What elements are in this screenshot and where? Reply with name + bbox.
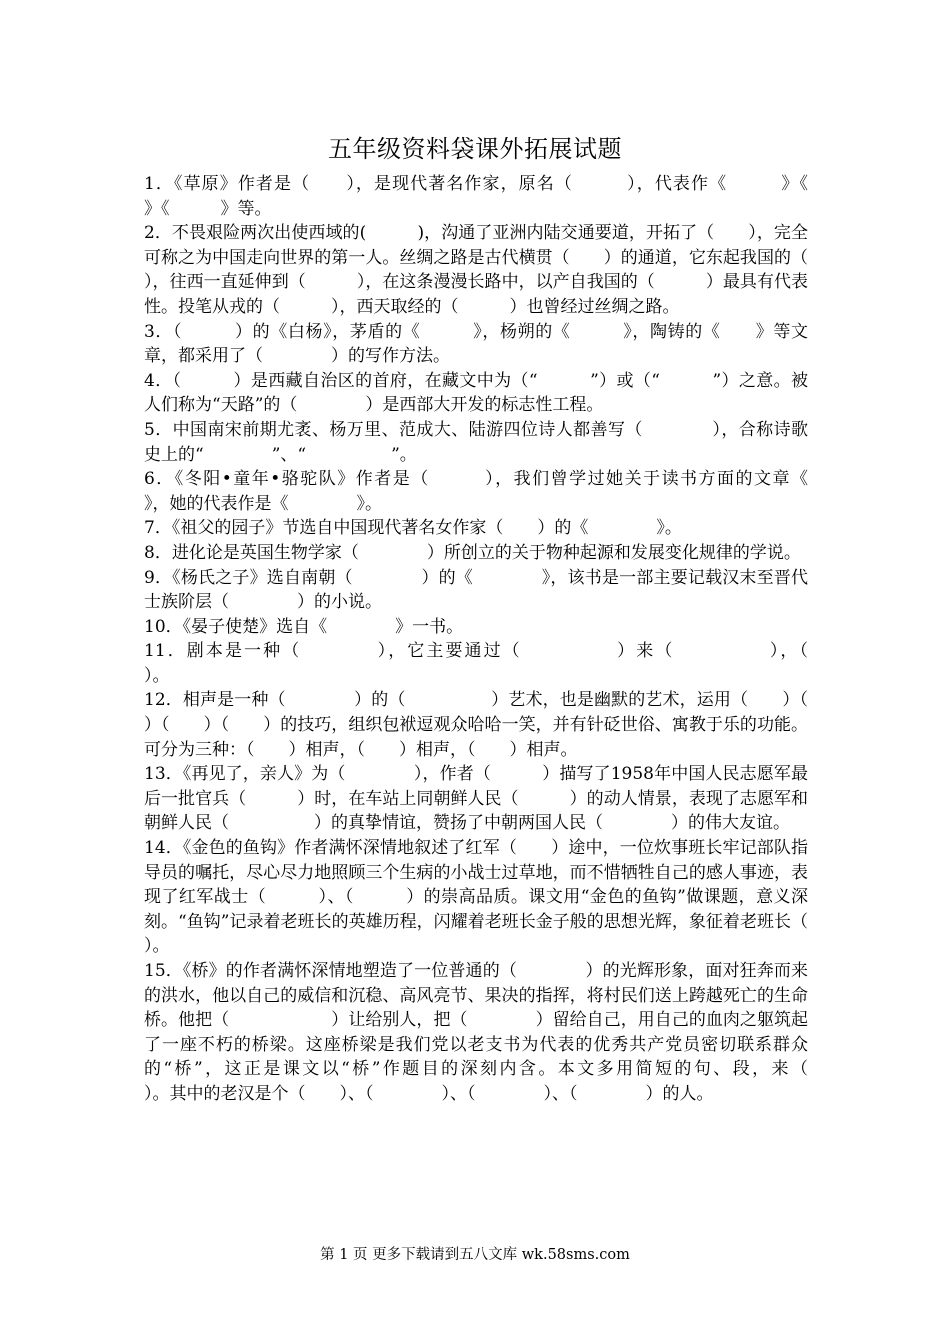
question-12: 12．相声是一种（ ）的（ ）艺术，也是幽默的艺术，运用（ ）（ ）（ ）（ ）的技巧，组织包袱逗观众哈哈一笑，并有针砭世俗、寓教于乐的功能。可分为三种：（ ）相声，（ ）相声，（ ）相声。 xyxy=(144,690,842,760)
question-6: 6．《冬阳•童年•骆驼队》作者是（ ），我们曾学过她关于读书方面的文章《 》，她的代表作是《 》。 xyxy=(144,469,876,514)
document-title: 五年级资料袋课外拓展试题 xyxy=(328,135,622,163)
question-14: 14．《金色的鱼钩》作者满怀深情地叙述了红军（ ）途中，一位炊事班长牢记部队指导员的嘱托，尽心尽力地照顾三个生病的小战士过草地，而不惜牺牲自己的感人事迹，表现了红军战士（ ）、（ ）的崇高品质。课文用“金色的鱼钩”做课题，意义深刻。“鱼钩”记录着老班长的英雄历程，闪耀着老班长金子般的思想光辉，象征着老班长（ ）。 xyxy=(144,838,893,957)
question-list xyxy=(144,172,893,1107)
question-5: 5．中国南宋前期尤袤、杨万里、范成大、陆游四位诗人都善写（ ），合称诗歌史上的“ ”、“ ”。 xyxy=(144,419,808,465)
page-footer: 第 1 页 更多下载请到五八文库 wk.58sms.com xyxy=(320,1247,630,1263)
question-2: 2．不畏艰险两次出使西域的( )，沟通了亚洲内陆交通要道，开拓了（ ），完全可称之为中国走向世界的第一人。丝绸之路是古代横贯（ ）的通道，它东起我国的（ ），往西一直延伸到（ ），在这条漫漫长路中，以产自我国的（ ）最具有代表性。投笔从戎的（ ），西天取经的（ ）也曾经过丝绸之路。 xyxy=(144,223,876,317)
question-1: 1．《草原》作者是（ ），是现代著名作家，原名（ ），代表作《 》《 》《 》等。 xyxy=(144,174,876,219)
question-4: 4．（ ）是西藏自治区的首府，在藏文中为（“ ”）或（“ ”）之意。被人们称为“天路”的（ ）是西部大开发的标志性工程。 xyxy=(144,370,808,416)
question-3: 3．（ ）的《白杨》，茅盾的《 》，杨朔的《 》，陶铸的《 》等文章，都采用了（ ）的写作方法。 xyxy=(144,321,808,367)
question-7: 7．《祖父的园子》节选自中国现代著名女作家（ ）的《 》。 xyxy=(144,518,682,539)
question-8: 8．进化论是英国生物学家（ ）所创立的关于物种起源和发展变化规律的学说。 xyxy=(144,542,801,563)
question-11: 11．剧本是一种（ ），它主要通过（ ）来（ ），（ ）。 xyxy=(144,641,893,686)
question-10: 10．《晏子使楚》选自《 》一书。 xyxy=(144,616,464,637)
question-9: 9．《杨氏之子》选自南朝（ ）的《 》，该书是一部主要记载汉末至晋代士族阶层（ ）的小说。 xyxy=(144,567,808,613)
question-13: 13．《再见了，亲人》为（ ），作者（ ）描写了1958年中国人民志愿军最后一批官兵（ ）时，在车站上同朝鲜人民（ ）的动人情景，表现了志愿军和朝鲜人民（ ）的真挚情谊，赞扬了中朝两国人民（ ）的伟大友谊。 xyxy=(144,764,808,834)
question-15: 15．《桥》的作者满怀深情地塑造了一位普通的（ ）的光辉形象，面对狂奔而来的洪水，他以自己的威信和沉稳、高风亮节、果决的指挥，将村民们送上跨越死亡的生命桥。他把（ ）让给别人，把（ ）留给自己，用自己的血肉之躯筑起了一座不朽的桥梁。这座桥梁是我们党以老支书为代表的优秀共产党员密切联系群众的“桥”，这正是课文以“桥”作题目的深刻内含。本文多用简短的句、段，来（ ）。其中的老汉是个（ ）、（ ）、（ ）、（ ）的人。 xyxy=(144,961,876,1104)
